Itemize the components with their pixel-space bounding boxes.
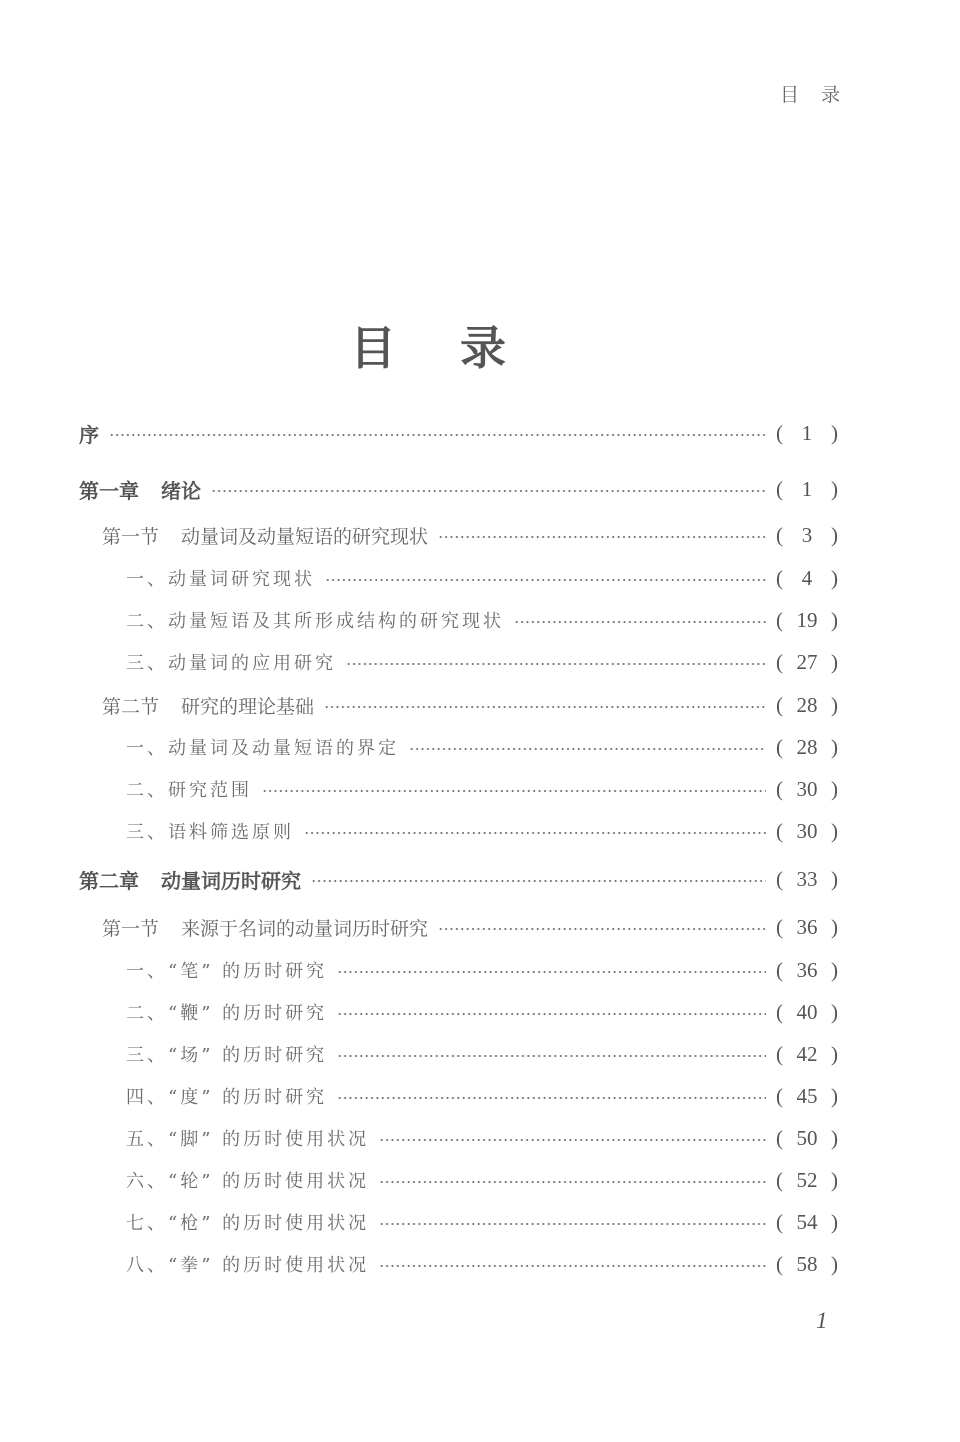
- dot-leader: [379, 1139, 766, 1141]
- dot-leader: [337, 1055, 766, 1057]
- dot-leader: [379, 1181, 766, 1183]
- toc-entry-label: [79, 419, 99, 448]
- toc-entry-title: 动量词及动量短语的研究现状: [181, 525, 429, 548]
- toc-entry[interactable]: [0, 955, 960, 985]
- toc-entry-page: ( 28 ): [776, 692, 838, 717]
- toc-entry-page: ( 4 ): [776, 565, 838, 590]
- toc-entry-title: 动量词研究现状: [168, 569, 315, 590]
- toc-entry[interactable]: [0, 997, 960, 1027]
- toc-entry[interactable]: [0, 1165, 960, 1195]
- toc-entry[interactable]: [0, 690, 960, 720]
- toc-entry-label: [102, 692, 314, 719]
- toc-entry[interactable]: [0, 1207, 960, 1237]
- toc-entry[interactable]: [0, 732, 960, 762]
- toc-entry-label: [126, 776, 252, 802]
- toc-entry-label: [126, 1041, 327, 1067]
- toc-entry-number: 二、: [126, 1003, 168, 1024]
- toc-entry-title: “鞭” 的历时研究: [168, 1003, 328, 1024]
- toc-entry-page: ( 30 ): [776, 818, 838, 843]
- toc-entry-page: ( 40 ): [776, 999, 838, 1024]
- toc-entry-page: ( 45 ): [776, 1083, 838, 1108]
- toc-entry-title: “笔” 的历时研究: [168, 961, 328, 982]
- toc-entry-label: [126, 1209, 369, 1235]
- dot-leader: [311, 880, 766, 882]
- dot-leader: [438, 928, 766, 930]
- toc-entry-page: ( 36 ): [776, 957, 838, 982]
- toc-entry-page: ( 58 ): [776, 1251, 838, 1276]
- toc-entry-title: “轮” 的历时使用状况: [168, 1171, 370, 1192]
- toc-entry-title: 研究范围: [168, 780, 252, 801]
- toc-entry[interactable]: [0, 474, 960, 504]
- dot-leader: [304, 832, 766, 834]
- toc-entry-label: [126, 1083, 327, 1109]
- toc-entry-title: 研究的理论基础: [181, 695, 315, 718]
- toc-entry-title: 动量词的应用研究: [168, 653, 336, 674]
- toc-entry-title: 绪论: [161, 478, 201, 503]
- toc-entry[interactable]: [0, 912, 960, 942]
- toc-entry-label: [102, 522, 428, 549]
- toc-entry[interactable]: [0, 1123, 960, 1153]
- toc-entry-number: 第一节: [102, 525, 160, 548]
- dot-leader: [379, 1223, 766, 1225]
- toc-entry-page: ( 50 ): [776, 1125, 838, 1150]
- toc-entry-number: 七、: [126, 1213, 168, 1234]
- toc-entry-title: “拳” 的历时使用状况: [168, 1255, 370, 1276]
- toc-entry-title: “枪” 的历时使用状况: [168, 1213, 370, 1234]
- toc-entry-title: 序: [79, 422, 99, 447]
- toc-entry-number: 第一章: [79, 478, 139, 503]
- toc-entry-title: “度” 的历时研究: [168, 1087, 328, 1108]
- dot-leader: [337, 971, 766, 973]
- toc-entry-page: ( 28 ): [776, 734, 838, 759]
- dot-leader: [346, 663, 766, 665]
- toc-entry[interactable]: [0, 864, 960, 894]
- dot-leader: [379, 1265, 766, 1267]
- toc-entry-number: 五、: [126, 1129, 168, 1150]
- toc-entry[interactable]: [0, 774, 960, 804]
- toc-entry-label: [126, 1125, 369, 1151]
- toc-entry-label: [126, 565, 315, 591]
- toc-entry-page: ( 19 ): [776, 607, 838, 632]
- toc-entry-label: [126, 607, 504, 633]
- toc-entry-label: [126, 999, 327, 1025]
- toc-entry[interactable]: [0, 1249, 960, 1279]
- toc-entry-page: ( 30 ): [776, 776, 838, 801]
- toc-entry-number: 一、: [126, 738, 168, 759]
- toc-entry-page: ( 27 ): [776, 649, 838, 674]
- dot-leader: [325, 579, 766, 581]
- toc-entry-page: ( 3 ): [776, 522, 838, 547]
- toc-entry-page: ( 42 ): [776, 1041, 838, 1066]
- toc-entry[interactable]: [0, 1081, 960, 1111]
- running-head: 目录: [780, 84, 863, 106]
- toc-entry-label: [126, 1167, 369, 1193]
- toc-entry-label: [79, 865, 301, 894]
- toc-entry-label: [126, 957, 327, 983]
- toc-entry-title: 来源于名词的动量词历时研究: [181, 917, 429, 940]
- toc-entry[interactable]: [0, 520, 960, 550]
- toc-entry-number: 一、: [126, 569, 168, 590]
- dot-leader: [211, 490, 766, 492]
- toc-entry-number: 第一节: [102, 917, 160, 940]
- toc-entry-number: 一、: [126, 961, 168, 982]
- toc-entry-page: ( 1 ): [776, 420, 838, 445]
- toc-entry-number: 八、: [126, 1255, 168, 1276]
- page-title: 目录: [350, 321, 570, 375]
- dot-leader: [409, 748, 766, 750]
- dot-leader: [109, 434, 766, 436]
- toc-entry-label: [79, 475, 201, 504]
- toc-entry-page: ( 33 ): [776, 866, 838, 891]
- toc-entry-number: 二、: [126, 611, 168, 632]
- toc-entry-page: ( 54 ): [776, 1209, 838, 1234]
- toc-entry-label: [126, 818, 294, 844]
- toc-entry-label: [102, 914, 428, 941]
- toc-entry-label: [126, 734, 399, 760]
- toc-entry-number: 四、: [126, 1087, 168, 1108]
- toc-entry[interactable]: [0, 563, 960, 593]
- dot-leader: [438, 536, 766, 538]
- toc-entry-title: 动量短语及其所形成结构的研究现状: [168, 611, 504, 632]
- toc-entry[interactable]: [0, 647, 960, 677]
- toc-entry-number: 三、: [126, 653, 168, 674]
- toc-entry-label: [126, 1251, 369, 1277]
- toc-entry-number: 第二章: [79, 868, 139, 893]
- dot-leader: [337, 1013, 766, 1015]
- toc-entry-number: 二、: [126, 780, 168, 801]
- toc-entry-title: “脚” 的历时使用状况: [168, 1129, 370, 1150]
- toc-entry-number: 六、: [126, 1171, 168, 1192]
- toc-entry-label: [126, 649, 336, 675]
- toc-entry-number: 三、: [126, 1045, 168, 1066]
- page-number: 1: [816, 1308, 828, 1333]
- toc-entry-number: 三、: [126, 822, 168, 843]
- toc-entry-title: 动量词及动量短语的界定: [168, 738, 399, 759]
- toc-entry[interactable]: [0, 418, 960, 448]
- toc-entry-page: ( 52 ): [776, 1167, 838, 1192]
- toc-entry[interactable]: [0, 816, 960, 846]
- toc-entry-page: ( 1 ): [776, 476, 838, 501]
- dot-leader: [337, 1097, 766, 1099]
- toc-entry-title: 语料筛选原则: [168, 822, 294, 843]
- toc-entry[interactable]: [0, 605, 960, 635]
- dot-leader: [514, 621, 766, 623]
- dot-leader: [262, 790, 766, 792]
- toc-entry-title: “场” 的历时研究: [168, 1045, 328, 1066]
- dot-leader: [324, 706, 766, 708]
- toc-entry-number: 第二节: [102, 695, 160, 718]
- toc-entry[interactable]: [0, 1039, 960, 1069]
- toc-entry-title: 动量词历时研究: [161, 868, 301, 893]
- toc-entry-page: ( 36 ): [776, 914, 838, 939]
